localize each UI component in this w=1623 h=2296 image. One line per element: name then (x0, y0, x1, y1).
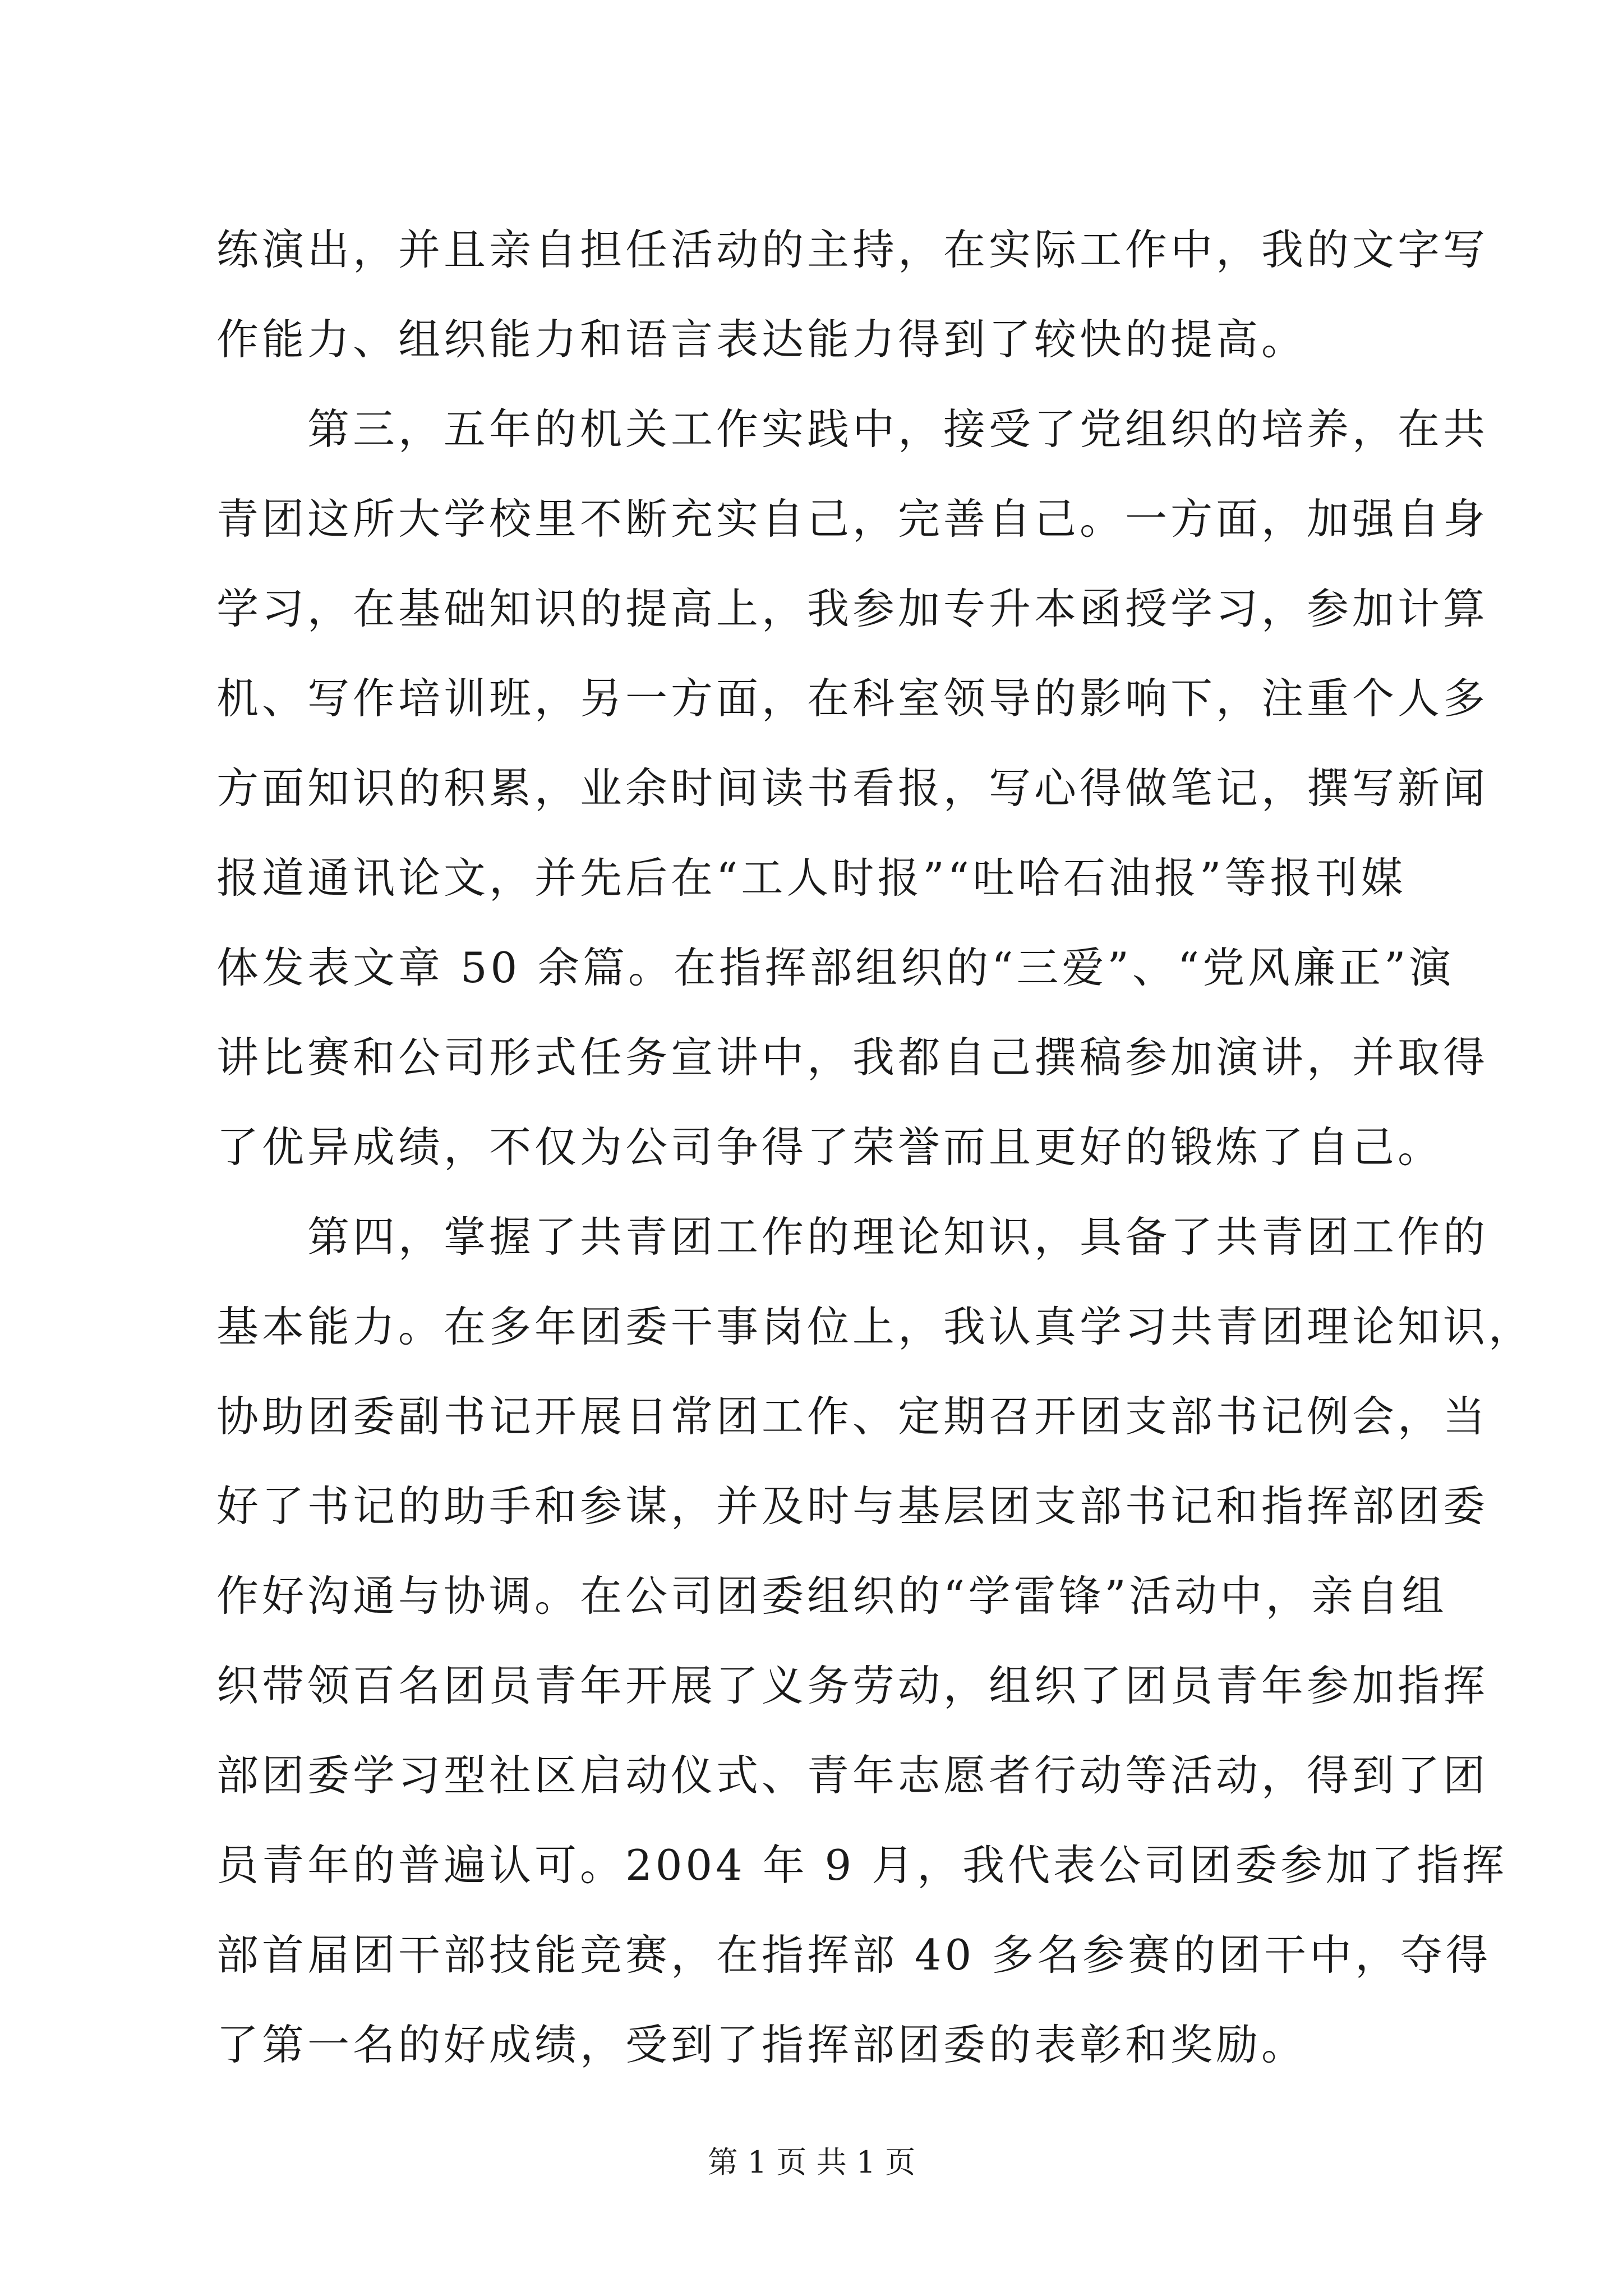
text-line: 第三，五年的机关工作实践中，接受了党组织的培养，在共 (216, 404, 1489, 454)
text-line: 作好沟通与协调。在公司团委组织的“学雷锋”活动中，亲自组 (216, 1571, 1447, 1621)
text-line: 学习，在基础知识的提高上，我参加专升本函授学习，参加计算 (216, 584, 1489, 633)
text-line: 了第一名的好成绩，受到了指挥部团委的表彰和奖励。 (216, 2020, 1307, 2069)
text-line: 织带领百名团员青年开展了义务劳动，组织了团员青年参加指挥 (216, 1661, 1489, 1710)
text-line: 青团这所大学校里不断充实自己，完善自己。一方面，加强自身 (216, 494, 1489, 544)
text-line: 基本能力。在多年团委干事岗位上，我认真学习共青团理论知识， (216, 1302, 1534, 1351)
text-line: 方面知识的积累，业余时间读书看报，写心得做笔记，撰写新闻 (216, 763, 1489, 813)
text-line: 了优异成绩，不仅为公司争得了荣誉而且更好的锻炼了自己。 (216, 1122, 1444, 1172)
text-line: 练演出，并且亲自担任活动的主持，在实际工作中，我的文字写 (216, 225, 1489, 274)
text-line: 好了书记的助手和参谋，并及时与基层团支部书记和指挥部团委 (216, 1481, 1489, 1531)
text-line: 报道通讯论文，并先后在“工人时报”“吐哈石油报”等报刊媒 (216, 853, 1407, 903)
text-line: 部团委学习型社区启动仪式、青年志愿者行动等活动，得到了团 (216, 1751, 1489, 1800)
text-line: 第四，掌握了共青团工作的理论知识，具备了共青团工作的 (216, 1212, 1489, 1262)
text-line: 作能力、组织能力和语言表达能力得到了较快的提高。 (216, 315, 1307, 364)
text-line: 讲比赛和公司形式任务宣讲中，我都自己撰稿参加演讲，并取得 (216, 1033, 1489, 1082)
page-number-footer: 第 1 页 共 1 页 (707, 2145, 916, 2180)
text-line: 体发表文章 50 余篇。在指挥部组织的“三爱”、“党风廉正”演 (216, 943, 1455, 992)
text-line: 协助团委副书记开展日常团工作、定期召开团支部书记例会，当 (216, 1392, 1489, 1441)
text-line: 员青年的普遍认可。2004 年 9 月，我代表公司团委参加了指挥 (216, 1841, 1508, 1890)
text-line: 部首届团干部技能竞赛，在指挥部 40 多名参赛的团干中，夺得 (216, 1930, 1492, 1980)
text-line: 机、写作培训班，另一方面，在科室领导的影响下，注重个人多 (216, 674, 1489, 723)
